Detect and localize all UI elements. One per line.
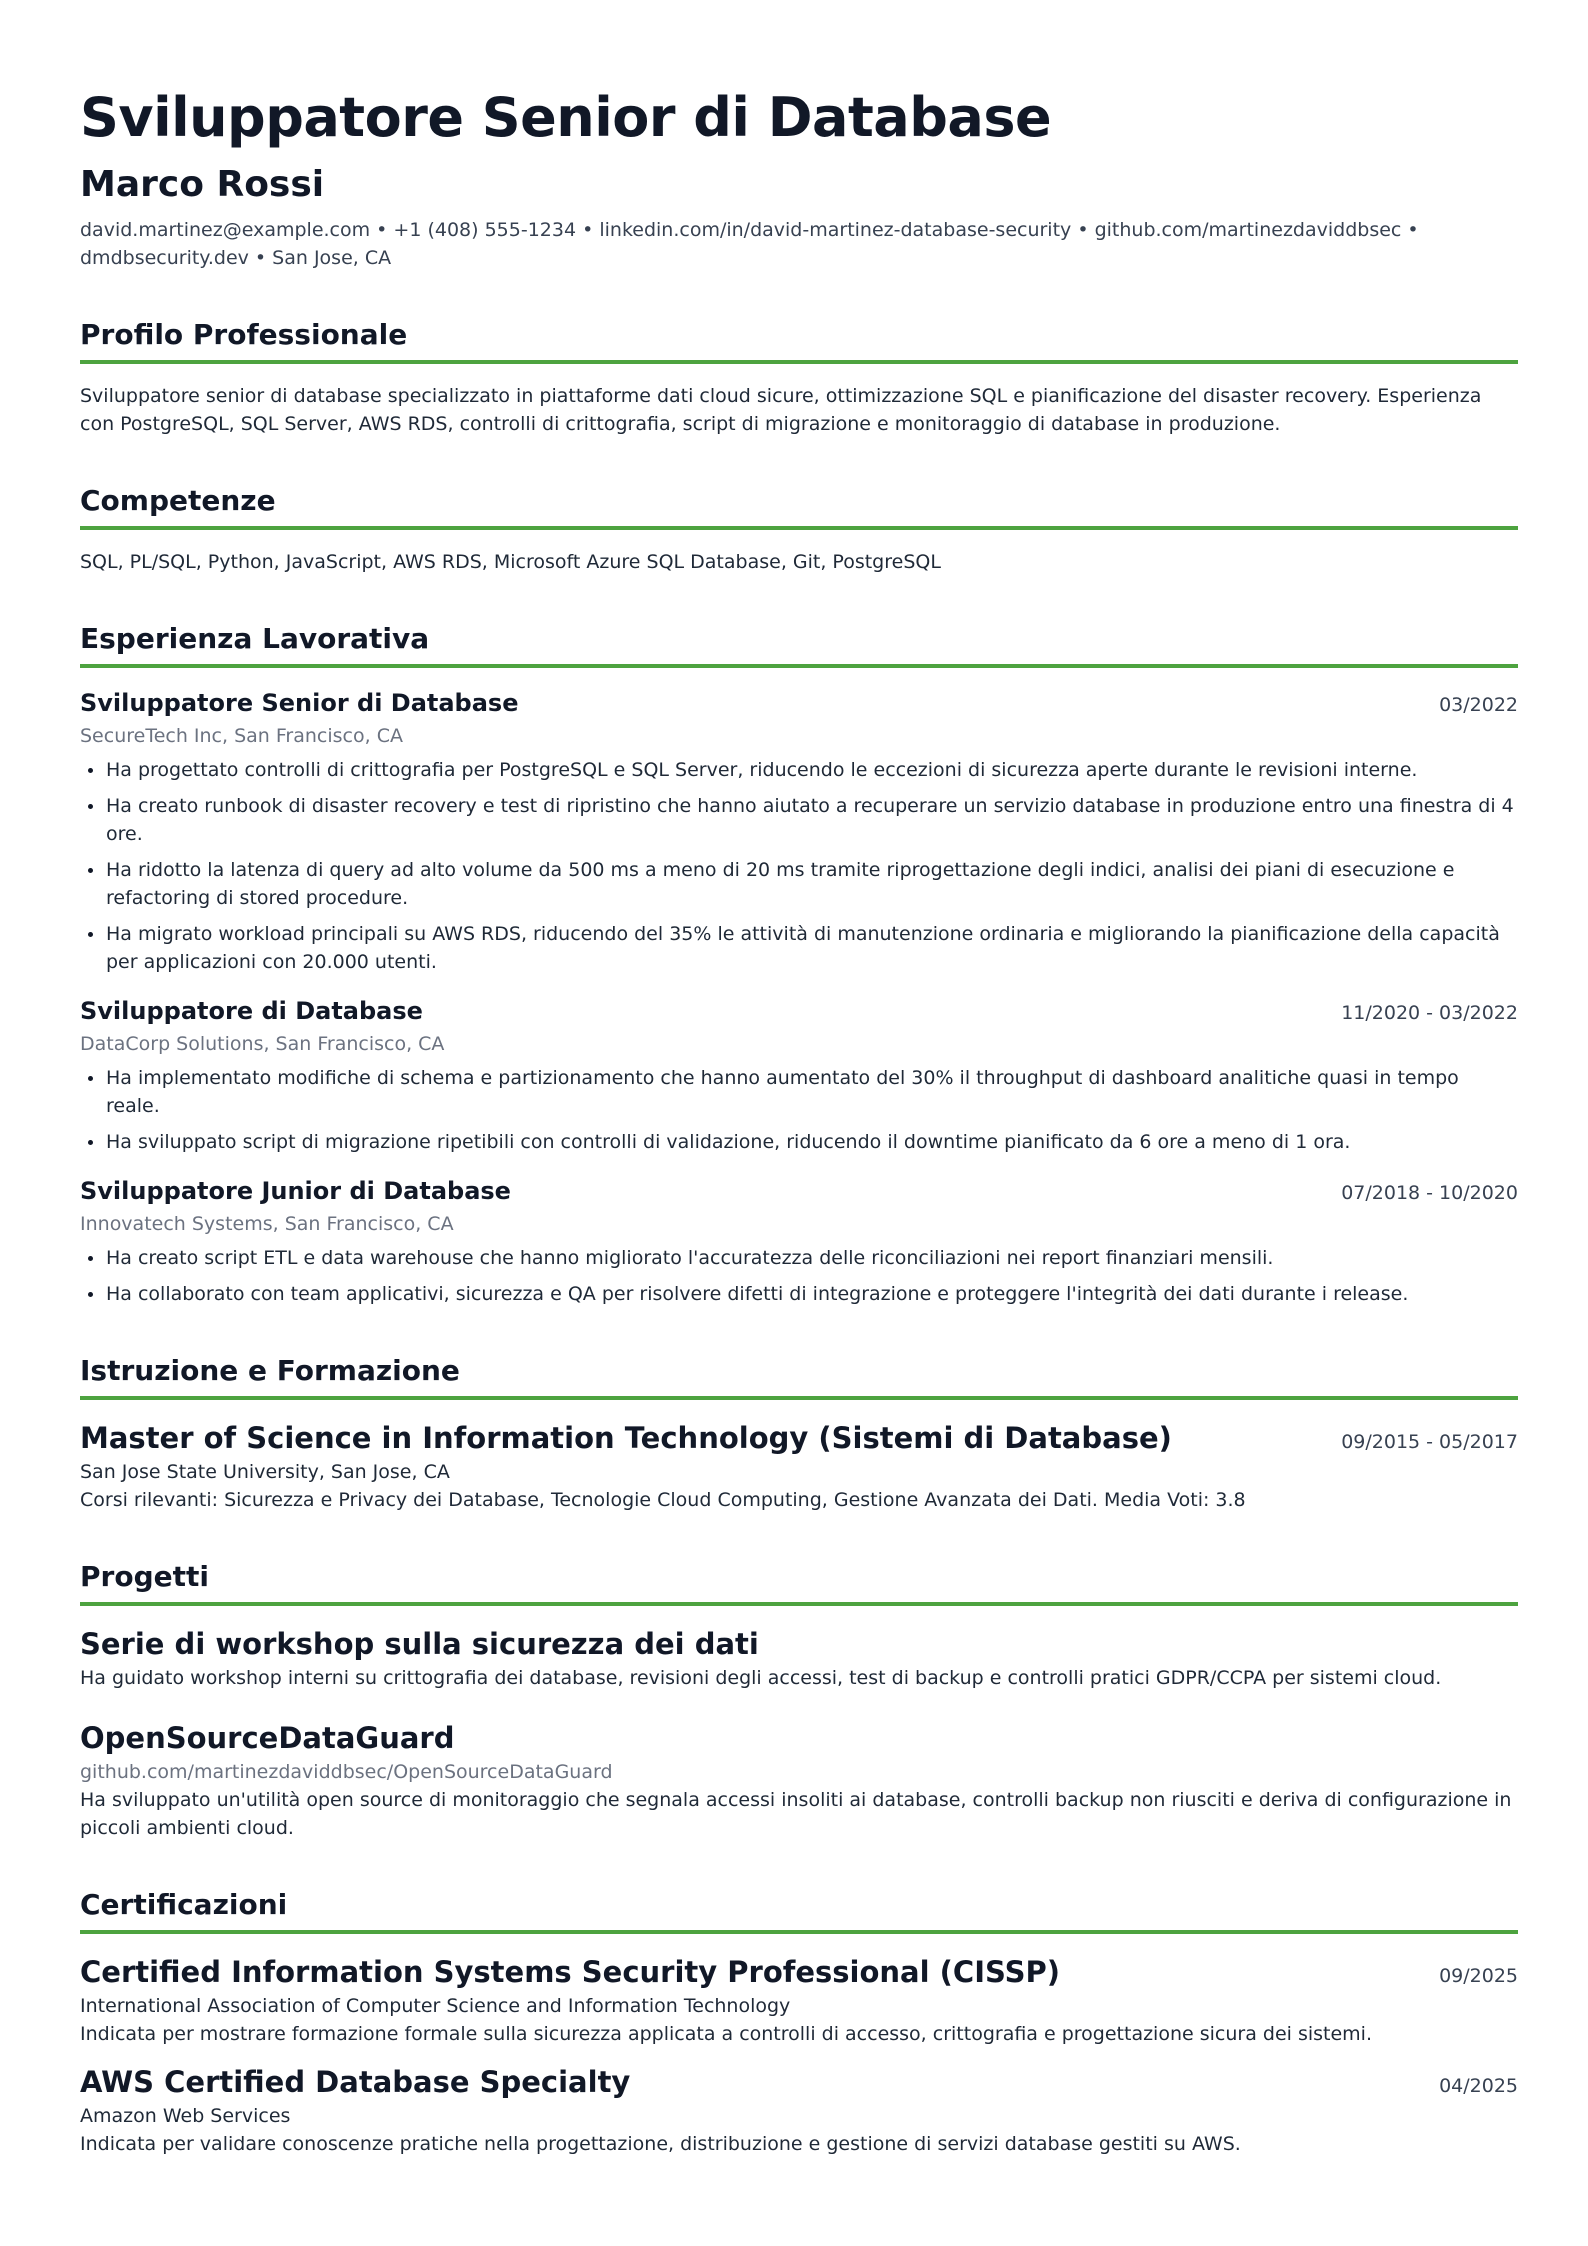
bullet-dot-icon	[88, 932, 93, 937]
project-description: Ha guidato workshop interni su crittografia dei database, revisioni degli accessi, test di backup e controlli pratici GDPR/CCPA per sistemi cloud.	[80, 1667, 1442, 1689]
certification-date: 09/2025	[1439, 1965, 1518, 1987]
certification-entry	[80, 1952, 1518, 2048]
bullet-text: Ha migrato workload principali su AWS RDS, riducendo del 35% le attività di manutenzione ordinaria e migliorando la pianificazione della capacità per applicazioni con 20.000 utenti.	[106, 923, 1500, 973]
profile-summary: Sviluppatore senior di database specializzato in piattaforme dati cloud sicure, ottimizzazione SQL e pianificazione del disaster recovery. Esperienza con PostgreSQL, SQL Server, AWS RDS, controlli di crittografia, script di migrazione e monitoraggio di database in produzione.	[80, 385, 1482, 435]
certification-description: Indicata per mostrare formazione formale sulla sicurezza applicata a controlli di accesso, crittografia e progettazione sicura dei sistemi.	[80, 2023, 1372, 2045]
bullet-dot-icon	[88, 1292, 93, 1297]
degree-title: Master of Science in Information Technology (Sistemi di Database)	[80, 1421, 1172, 1455]
certification-title: Certified Information Systems Security Professional (CISSP)	[80, 1955, 1060, 1989]
job-company: SecureTech Inc, San Francisco, CA	[80, 725, 403, 747]
bullet-dot-icon	[88, 1140, 93, 1145]
experience-heading: Esperienza Lavorativa	[80, 620, 1518, 668]
education-details: Corsi rilevanti: Sicurezza e Privacy dei Database, Tecnologie Cloud Computing, Gestione Avanzata dei Dati. Media Voti: 3.8	[80, 1489, 1246, 1511]
project-title: OpenSourceDataGuard	[80, 1721, 455, 1755]
bullet-text: Ha collaborato con team applicativi, sicurezza e QA per risolvere difetti di integrazione e proteggere l'integrità dei dati durante i release.	[106, 1283, 1409, 1305]
job-bullets	[80, 756, 1518, 976]
bullet-item	[80, 920, 1518, 976]
job-entry	[80, 994, 1518, 1156]
certification-entry	[80, 2062, 1518, 2158]
certification-title: AWS Certified Database Specialty	[80, 2065, 631, 2099]
education-section	[80, 1352, 1518, 1514]
certifications-heading: Certificazioni	[80, 1886, 1518, 1934]
bullet-text: Ha progettato controlli di crittografia per PostgreSQL e SQL Server, riducendo le eccezioni di sicurezza aperte durante le revisioni interne.	[106, 759, 1418, 781]
bullet-text: Ha implementato modifiche di schema e partizionamento che hanno aumentato del 30% il throughput di dashboard analitiche quasi in tempo reale.	[106, 1067, 1459, 1117]
education-heading: Istruzione e Formazione	[80, 1352, 1518, 1400]
certification-description: Indicata per validare conoscenze pratiche nella progettazione, distribuzione e gestione di servizi database gestiti su AWS.	[80, 2133, 1241, 2155]
job-date: 03/2022	[1439, 694, 1518, 716]
bullet-item	[80, 1128, 1518, 1156]
candidate-name: Marco Rossi	[80, 164, 325, 205]
project-description: Ha sviluppato un'utilità open source di monitoraggio che segnala accessi insoliti ai database, controlli backup non riusciti e deriva di configurazione in piccoli ambienti cloud.	[80, 1789, 1512, 1839]
certifications-section	[80, 1886, 1518, 2158]
bullet-text: Ha creato script ETL e data warehouse che hanno migliorato l'accuratezza delle riconciliazioni nei report finanziari mensili.	[106, 1247, 1274, 1269]
bullet-dot-icon	[88, 1076, 93, 1081]
bullet-item	[80, 756, 1518, 784]
job-entry	[80, 1174, 1518, 1308]
bullet-text: Ha ridotto la latenza di query ad alto volume da 500 ms a meno di 20 ms tramite riprogettazione degli indici, analisi dei piani di esecuzione e refactoring di stored procedure.	[106, 859, 1455, 909]
skills-heading: Competenze	[80, 482, 1518, 530]
education-date: 09/2015 - 05/2017	[1341, 1431, 1518, 1453]
skills-list: SQL, PL/SQL, Python, JavaScript, AWS RDS, Microsoft Azure SQL Database, Git, PostgreSQL	[80, 551, 941, 573]
resume-title: Sviluppatore Senior di Database	[80, 86, 1052, 149]
certification-issuer: Amazon Web Services	[80, 2105, 291, 2127]
project-title: Serie di workshop sulla sicurezza dei dati	[80, 1627, 759, 1661]
experience-section	[80, 620, 1518, 1308]
job-bullets	[80, 1064, 1518, 1156]
projects-heading: Progetti	[80, 1558, 1518, 1606]
project-entry	[80, 1624, 1518, 1692]
certification-date: 04/2025	[1439, 2075, 1518, 2097]
contact-info: david.martinez@example.com • +1 (408) 555-1234 • linkedin.com/in/david-martinez-database-security • github.com/martinezdaviddbsec • dmdbsecurity.dev • San Jose, CA	[80, 219, 1419, 269]
certification-issuer: International Association of Computer Science and Information Technology	[80, 1995, 791, 2017]
bullet-dot-icon	[88, 868, 93, 873]
job-title: Sviluppatore Junior di Database	[80, 1177, 511, 1205]
bullet-item	[80, 1244, 1518, 1272]
bullet-dot-icon	[88, 804, 93, 809]
profile-section	[80, 316, 1518, 438]
bullet-item	[80, 1280, 1518, 1308]
job-company: DataCorp Solutions, San Francisco, CA	[80, 1033, 445, 1055]
job-title: Sviluppatore di Database	[80, 997, 423, 1025]
bullet-item	[80, 792, 1518, 848]
job-company: Innovatech Systems, San Francisco, CA	[80, 1213, 454, 1235]
job-entry	[80, 686, 1518, 976]
job-title: Sviluppatore Senior di Database	[80, 689, 519, 717]
bullet-text: Ha creato runbook di disaster recovery e test di ripristino che hanno aiutato a recuperare un servizio database in produzione entro una finestra di 4 ore.	[106, 795, 1514, 845]
job-bullets	[80, 1244, 1518, 1308]
bullet-text: Ha sviluppato script di migrazione ripetibili con controlli di validazione, riducendo il downtime pianificato da 6 ore a meno di 1 ora.	[106, 1131, 1351, 1153]
bullet-dot-icon	[88, 1256, 93, 1261]
project-link[interactable]: github.com/martinezdaviddbsec/OpenSourceDataGuard	[80, 1761, 613, 1783]
profile-heading: Profilo Professionale	[80, 316, 1518, 364]
bullet-dot-icon	[88, 768, 93, 773]
job-date: 07/2018 - 10/2020	[1341, 1182, 1518, 1204]
school-name: San Jose State University, San Jose, CA	[80, 1461, 450, 1483]
resume-content	[80, 80, 1518, 2158]
job-date: 11/2020 - 03/2022	[1341, 1002, 1518, 1024]
bullet-item	[80, 1064, 1518, 1120]
skills-section	[80, 482, 1518, 576]
project-entry	[80, 1718, 1518, 1842]
bullet-item	[80, 856, 1518, 912]
projects-section	[80, 1558, 1518, 1842]
